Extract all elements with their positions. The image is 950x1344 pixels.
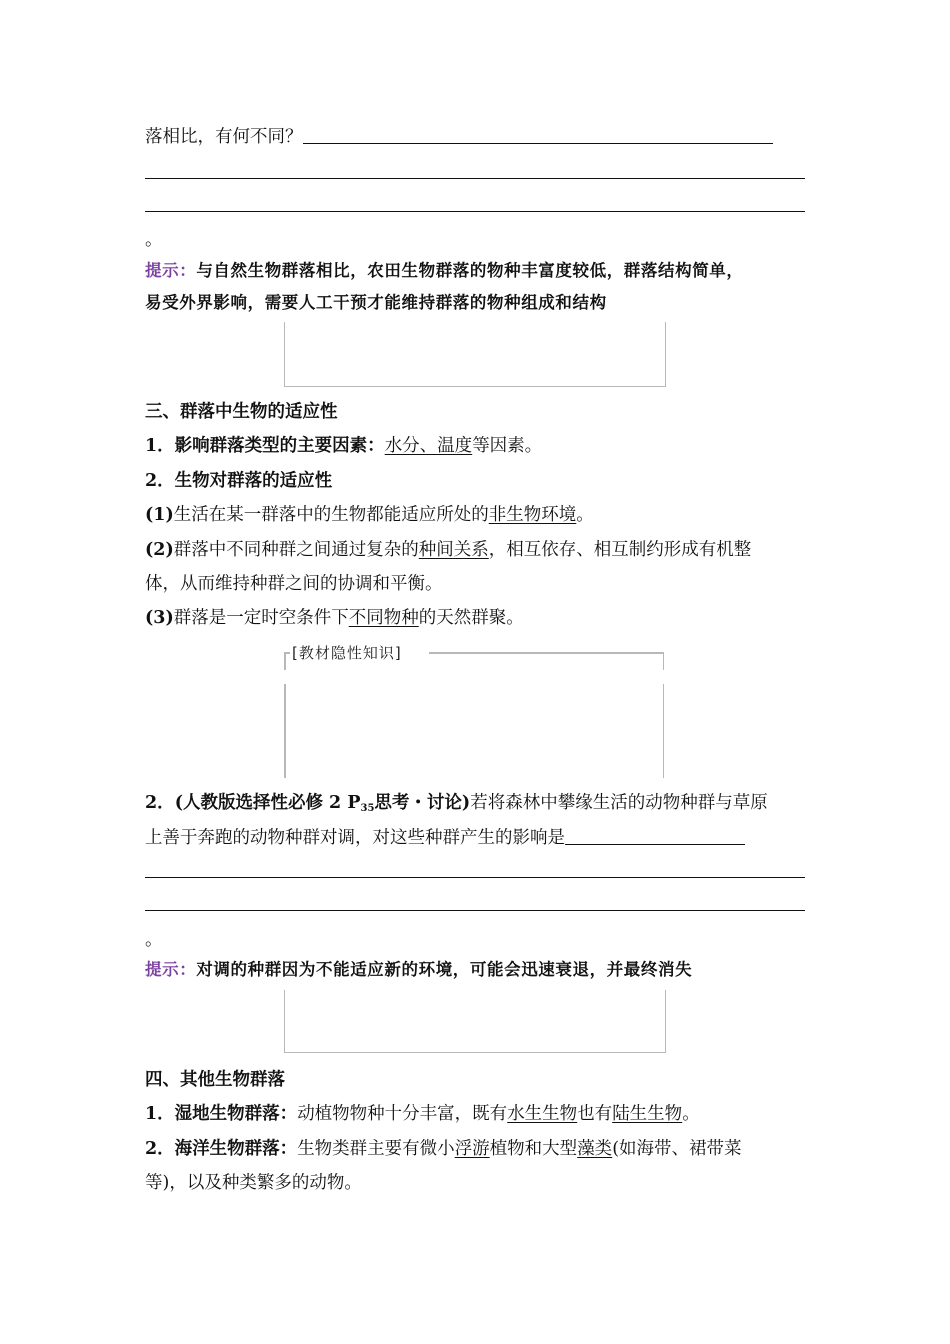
- paragraph: [145, 1137, 810, 1161]
- question-number: 2．: [145, 793, 175, 813]
- section-heading: 四、其他生物群落: [145, 1070, 285, 1090]
- question-line: [145, 826, 810, 850]
- item-number: (3): [145, 608, 174, 628]
- question-line: [145, 791, 810, 821]
- paragraph: 2．生物对群落的适应性: [145, 471, 333, 491]
- answer-underlined: 藻类: [577, 1139, 613, 1159]
- answer-end: 。: [145, 930, 163, 950]
- answer-end: 。: [145, 230, 163, 250]
- answer-underlined: 水分、温度: [384, 436, 473, 456]
- answer-rule: [145, 910, 805, 911]
- answer-underlined: 种间关系: [418, 540, 489, 560]
- answer-underlined: 水生生物: [507, 1104, 578, 1124]
- box-border: [284, 684, 286, 778]
- paragraph-text: 群落是一定时空条件下: [173, 608, 349, 628]
- paragraph-text: 。: [682, 1104, 700, 1124]
- paragraph-text: 的天然群聚。: [418, 608, 524, 628]
- paragraph: [145, 503, 810, 527]
- answer-underlined: 浮游: [454, 1139, 490, 1159]
- notes-box: [284, 990, 666, 1053]
- paragraph-text: 。: [576, 505, 594, 525]
- paragraph: [145, 538, 810, 562]
- question-source: 思考・讨论): [374, 793, 471, 813]
- answer-blank: [303, 125, 773, 144]
- hint-text: 与自然生物群落相比，农田生物群落的物种丰富度较低，群落结构简单，: [196, 261, 744, 280]
- hint-label: 提示：: [145, 960, 197, 979]
- hint-text: 易受外界影响，需要人工干预才能维持群落的物种组成和结构: [145, 293, 607, 312]
- question-text: 落相比，有何不同？: [145, 127, 303, 147]
- section-heading: 三、群落中生物的适应性: [145, 402, 338, 422]
- answer-underlined: 非生物环境: [488, 505, 577, 525]
- paragraph-text: 生活在某一群落中的生物都能适应所处的: [173, 505, 489, 525]
- answer-blank: [565, 826, 745, 845]
- box-border: [663, 684, 665, 778]
- paragraph-label: 1．影响群落类型的主要因素：: [145, 436, 385, 456]
- paragraph-text: ，相互依存、相互制约形成有机整: [488, 540, 752, 560]
- question-line: [145, 125, 810, 149]
- paragraph: [145, 434, 810, 458]
- knowledge-box-header: [284, 646, 664, 670]
- answer-rule: [145, 211, 805, 212]
- paragraph: 体，从而维持种群之间的协调和平衡。: [145, 574, 443, 594]
- paragraph-text: 也有: [577, 1104, 613, 1124]
- item-number: (2): [145, 540, 174, 560]
- paragraph-text: 动植物物种十分丰富，既有: [297, 1104, 508, 1124]
- hint-label: 提示：: [145, 261, 197, 280]
- item-number: (1): [145, 505, 174, 525]
- paragraph: [145, 606, 810, 630]
- paragraph-text: (如海带、裙带菜: [612, 1139, 742, 1159]
- hint-text: 对调的种群因为不能适应新的环境，可能会迅速衰退，并最终消失: [196, 960, 693, 979]
- paragraph-text: 等因素。: [472, 436, 543, 456]
- paragraph-text: 群落中不同种群之间通过复杂的: [173, 540, 419, 560]
- question-text: 若将森林中攀缘生活的动物种群与草原: [470, 793, 768, 813]
- question-source: (人教版选择性必修 2 P: [174, 793, 361, 813]
- answer-underlined: 不同物种: [348, 608, 419, 628]
- knowledge-box-label: [教材隐性知识]: [292, 644, 402, 662]
- hint-line: [145, 259, 810, 283]
- answer-rule: [145, 178, 805, 179]
- answer-rule: [145, 877, 805, 878]
- page-subscript: 35: [360, 803, 375, 814]
- paragraph-text: 植物和大型: [489, 1139, 578, 1159]
- paragraph-label: 2．海洋生物群落：: [145, 1139, 298, 1159]
- question-text: 上善于奔跑的动物种群对调，对这些种群产生的影响是: [145, 828, 565, 848]
- hint-line: [145, 958, 810, 982]
- notes-box: [284, 322, 666, 387]
- paragraph: [145, 1102, 810, 1126]
- answer-underlined: 陆生生物: [612, 1104, 683, 1124]
- paragraph: 等)，以及种类繁多的动物。: [145, 1173, 362, 1193]
- paragraph-text: 生物类群主要有微小: [297, 1139, 455, 1159]
- paragraph-label: 1．湿地生物群落：: [145, 1104, 298, 1124]
